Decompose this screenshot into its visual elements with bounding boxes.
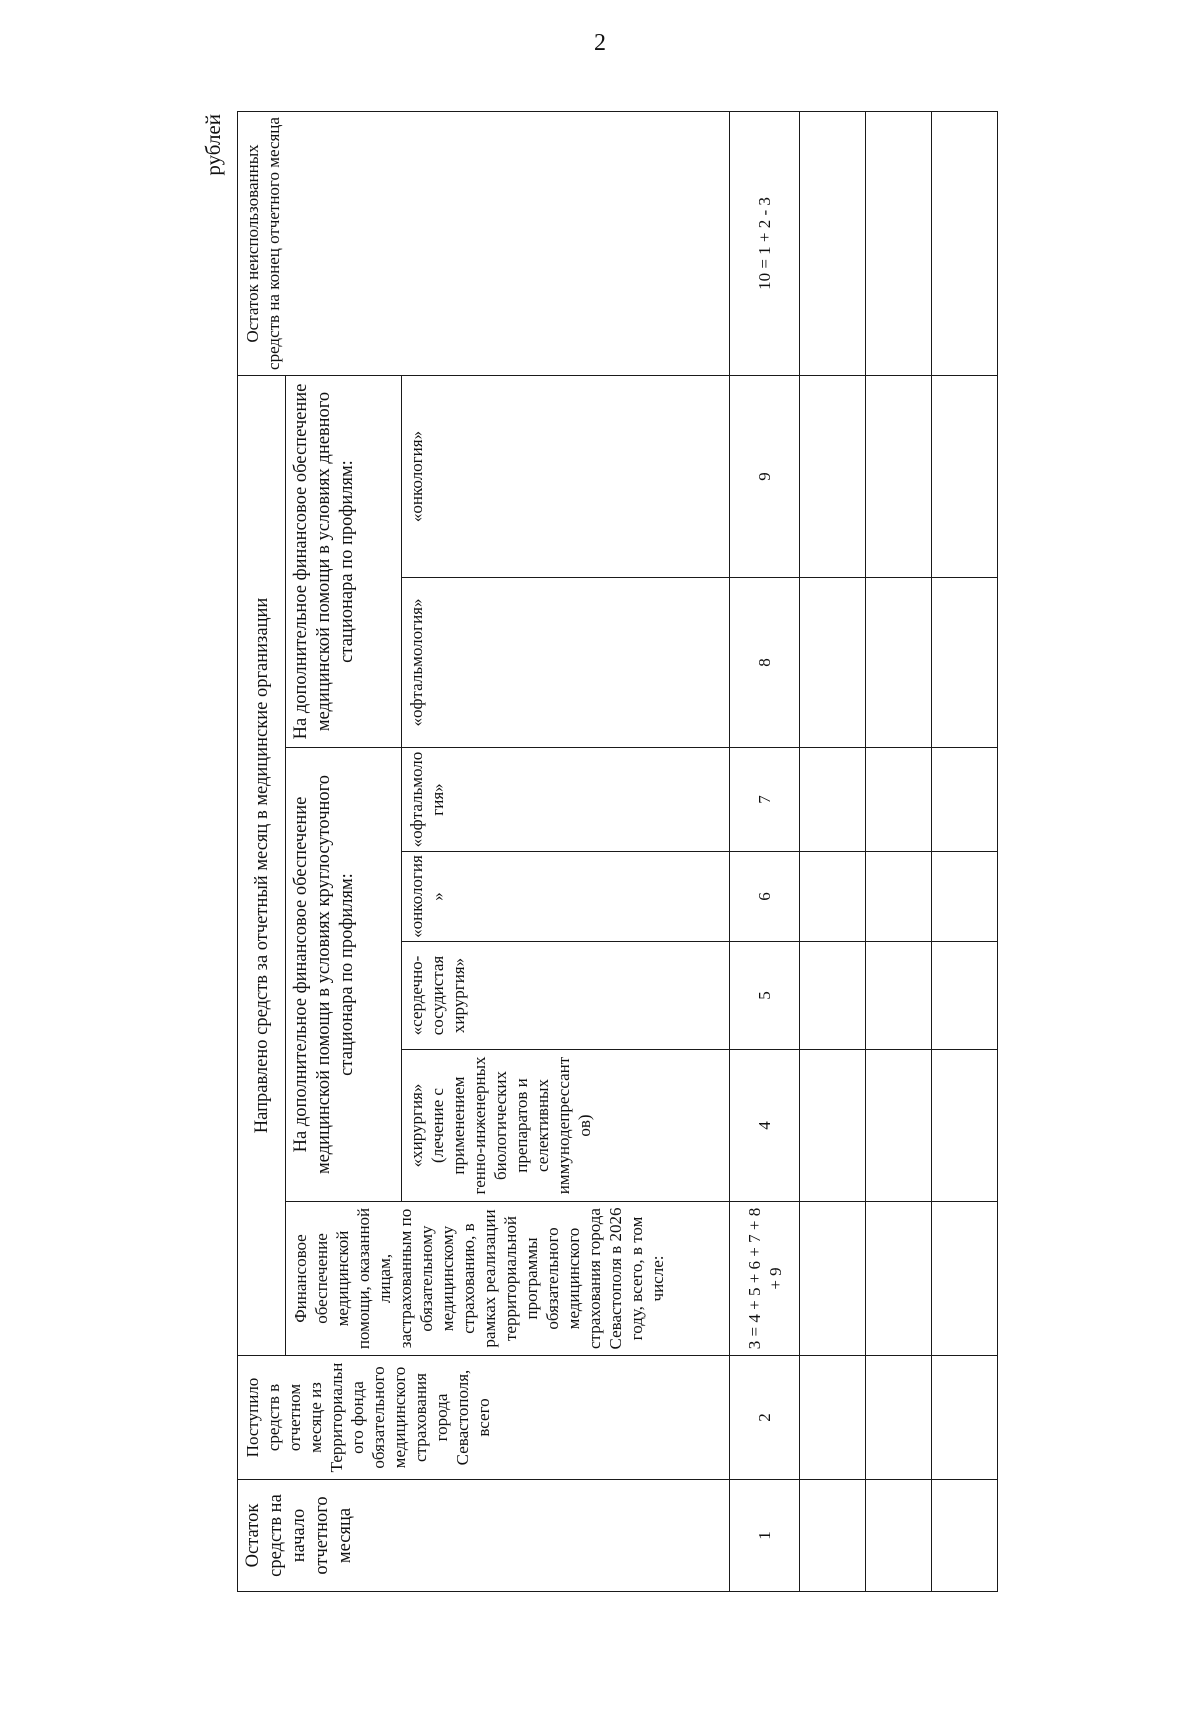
empty-cell <box>932 748 998 852</box>
header-opening-balance: Остаток средств на начало отчетного месяца <box>238 1480 730 1592</box>
header-received-funds: Поступило средств в отчетном месяце из Территориального фонда обязательного медицинского страхования города Севастополя, всего <box>238 1356 730 1480</box>
header-cardiovascular-surgery: «сердечно-сосудистая хирургия» <box>402 942 730 1050</box>
empty-cell <box>866 1202 932 1356</box>
column-number-cell: 10 = 1 + 2 - 3 <box>730 111 800 375</box>
empty-cell <box>800 748 866 852</box>
empty-cell <box>932 942 998 1050</box>
column-number-cell: 1 <box>730 1480 800 1592</box>
header-oncology-day: «онкология» <box>402 375 730 577</box>
header-total-financing: Финансовое обеспечение медицинской помощи, оказанной лицам, застрахованным по обязательному медицинскому страхованию, в рамках реализации территориальной программы обязательного медицинского страхования города Севастополя в 2026 году, всего, в том числе: <box>286 1202 730 1356</box>
report-table <box>237 111 998 1592</box>
empty-cell <box>866 111 932 375</box>
units-label: рублей <box>201 114 225 176</box>
empty-cell <box>932 1050 998 1202</box>
header-ophthalmology-round-clock: «офтальмология» <box>402 748 730 852</box>
empty-cell <box>800 1050 866 1202</box>
column-number-cell: 2 <box>730 1356 800 1480</box>
column-number-cell: 5 <box>730 942 800 1050</box>
column-number-cell: 3 = 4 + 5 + 6 + 7 + 8 + 9 <box>730 1202 800 1356</box>
header-oncology-round-clock: «онкология» <box>402 852 730 942</box>
empty-cell <box>932 375 998 577</box>
empty-cell <box>800 1202 866 1356</box>
empty-cell <box>800 375 866 577</box>
empty-cell <box>800 111 866 375</box>
empty-cell <box>932 1356 998 1480</box>
empty-cell <box>866 1356 932 1480</box>
header-surgery: «хирургия» (лечение с применением генно-инженерных биологических препаратов и селективных иммунодепрессантов) <box>402 1050 730 1202</box>
empty-cell <box>932 578 998 748</box>
empty-cell <box>932 1202 998 1356</box>
empty-cell <box>866 852 932 942</box>
column-number-cell: 4 <box>730 1050 800 1202</box>
header-round-clock-hospital: На дополнительное финансовое обеспечение медицинской помощи в условиях круглосуточного стационара по профилям: <box>286 748 402 1202</box>
empty-data-row <box>932 111 998 1591</box>
empty-cell <box>866 1480 932 1592</box>
header-closing-balance: Остаток неиспользованных средств на конец отчетного месяца <box>238 111 730 375</box>
empty-cell <box>866 375 932 577</box>
empty-cell <box>866 578 932 748</box>
page-number: 2 <box>594 30 606 56</box>
header-directed-funds: Направлено средств за отчетный месяц в медицинские организации <box>238 375 286 1355</box>
empty-cell <box>866 748 932 852</box>
empty-cell <box>866 1050 932 1202</box>
empty-cell <box>800 1356 866 1480</box>
column-number-cell: 9 <box>730 375 800 577</box>
column-number-cell: 8 <box>730 578 800 748</box>
empty-cell <box>800 1480 866 1592</box>
header-ophthalmology-day: «офтальмология» <box>402 578 730 748</box>
rotated-table-frame <box>201 112 997 1592</box>
empty-cell <box>800 852 866 942</box>
empty-cell <box>866 942 932 1050</box>
empty-cell <box>932 852 998 942</box>
empty-data-row <box>800 111 866 1591</box>
header-day-hospital: На дополнительное финансовое обеспечение медицинской помощи в условиях дневного стационара по профилям: <box>286 375 402 747</box>
empty-cell <box>932 1480 998 1592</box>
empty-cell <box>800 942 866 1050</box>
empty-data-row <box>866 111 932 1591</box>
column-number-cell: 6 <box>730 852 800 942</box>
empty-cell <box>932 111 998 375</box>
column-number-cell: 7 <box>730 748 800 852</box>
empty-cell <box>800 578 866 748</box>
